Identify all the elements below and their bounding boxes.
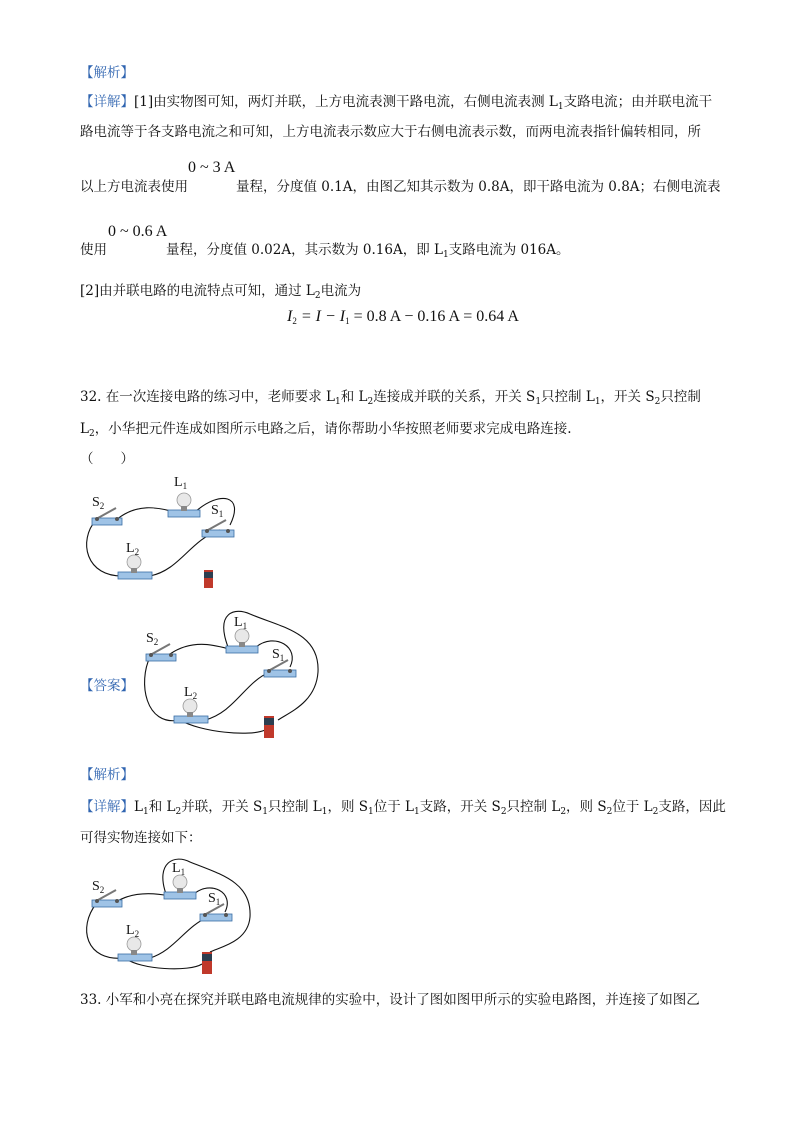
bulb-l2 (174, 699, 208, 723)
subscript: 1 (442, 250, 449, 260)
text: 和 L (148, 799, 176, 815)
text: L (134, 799, 143, 815)
subscript: 1 (321, 807, 328, 817)
q32-line-1 (80, 387, 701, 412)
subscript: 2 (652, 807, 659, 817)
subscript: 1 (535, 397, 542, 407)
subscript: 2 (606, 807, 613, 817)
battery (202, 952, 212, 974)
subscript: 2 (314, 291, 321, 301)
eq-lhs: I (287, 308, 293, 325)
label-s1: $S_1$ (211, 503, 224, 519)
current-equation (287, 308, 519, 326)
label-s2: $S_2$ (146, 631, 159, 647)
subscript: 2 (654, 397, 661, 407)
subscript: 1 (142, 807, 149, 817)
text: 和 L (340, 389, 368, 405)
detail-line-1 (80, 92, 712, 117)
text: ，开关 S (600, 389, 655, 405)
analysis-tag-2: 【解析】 (80, 767, 134, 783)
text: 量程，分度值 0.02A，其示数为 0.16A，即 L (166, 242, 443, 258)
eq-lhs-sub: 2 (292, 316, 297, 326)
label-l1: $L_1$ (172, 861, 186, 877)
subscript: 1 (335, 397, 341, 407)
switch-s2 (92, 508, 122, 525)
detail2-line-2: 可得实物连接如下： (80, 830, 202, 846)
q32-line-2 (80, 419, 572, 444)
text: 只控制 (660, 389, 701, 405)
text: 只控制 L (541, 389, 595, 405)
bulb-l1 (168, 493, 200, 517)
text: 支路电流；由并联电流干 (563, 94, 713, 110)
text: 连接成并联的关系，开关 S (373, 389, 536, 405)
q33-line-1: 33. 小军和小亮在探究并联电路电流规律的实验中，设计了图如图甲所示的实验电路图，并连接了如图乙 (80, 992, 700, 1008)
label-s1: $S_1$ (208, 891, 221, 907)
text: ，则 S (327, 799, 369, 815)
text: 只控制 L (267, 799, 322, 815)
text: 并联，开关 S (181, 799, 263, 815)
eq-mid-sub: 1 (345, 316, 350, 326)
range-math-1: 0 ~ 3 A (188, 159, 236, 176)
detail-line-2: 路电流等于各支路电流之和可知，上方电流表示数应大于右侧电流表示数，而两电流表指针偏转相同，所 (80, 124, 701, 140)
detail-tag-2: 【详解】 (80, 799, 134, 815)
answer-tag: 【答案】 (80, 678, 134, 694)
q32-blank: （ ） (80, 451, 134, 467)
text: ，则 S (566, 799, 607, 815)
text: [2]由并联电路的电流特点可知，通过 L (80, 283, 315, 299)
detail-line-4b (166, 240, 570, 265)
label-s2: $S_2$ (92, 879, 105, 895)
detail2-line-1 (80, 797, 726, 822)
text: L (80, 421, 89, 437)
subscript: 2 (367, 397, 374, 407)
detail-line-3 (80, 177, 188, 197)
switch-s1 (202, 520, 234, 537)
bulb-l2 (118, 937, 152, 961)
detail-line-3b: 量程，分度值 0.1A，由图乙知其示数为 0.8A，即干路电流为 0.8A；右侧电流表 (236, 179, 721, 195)
range-math-2: 0 ~ 0.6 A (108, 223, 168, 240)
subscript: 2 (500, 807, 507, 817)
subscript: 1 (594, 397, 601, 407)
subscript: 1 (557, 102, 564, 112)
subscript: 2 (88, 429, 95, 439)
eq-rhs: = 0.8 A − 0.16 A = 0.64 A (349, 308, 519, 325)
battery (264, 716, 274, 738)
battery (204, 570, 213, 588)
text: 位于 L (612, 799, 653, 815)
label-l2: $L_2$ (126, 541, 140, 557)
detail-line-4: 使用 (80, 242, 107, 258)
text: 位于 L (373, 799, 415, 815)
text: 支路电流为 016A。 (448, 242, 570, 258)
subscript: 2 (175, 807, 182, 817)
subscript: 1 (262, 807, 268, 817)
bulb-l2 (118, 555, 152, 579)
analysis-tag: 【解析】 (80, 65, 134, 81)
bulb-l1 (226, 629, 258, 653)
text: 只控制 L (506, 799, 561, 815)
label-l2: $L_2$ (126, 923, 140, 939)
bulb-l1 (164, 875, 196, 899)
label-s2: $S_2$ (92, 495, 105, 511)
detail-line-5 (80, 281, 361, 306)
text: ，小华把元件连成如图所示电路之后，请你帮助小华按照老师要求完成电路连接. (94, 421, 572, 437)
subscript: 2 (560, 807, 567, 817)
eq-mid: = I − I (296, 308, 346, 325)
text: [1]由实物图可知，两灯并联，上方电流表测干路电流，右侧电流表测 L (134, 94, 558, 110)
subscript: 1 (414, 807, 420, 817)
circuit-figure-answer (140, 602, 325, 742)
text: 支路，开关 S (419, 799, 501, 815)
label-l2: $L_2$ (184, 685, 198, 701)
label-s1: $S_1$ (272, 647, 285, 663)
label-l1: $L_1$ (234, 615, 248, 631)
circuit-figure-question (80, 470, 250, 595)
detail-tag: 【详解】 (80, 94, 134, 110)
text: 32. 在一次连接电路的练习中，老师要求 L (80, 389, 336, 405)
subscript: 1 (368, 807, 374, 817)
text: 电流为 (320, 283, 362, 299)
text: 支路，因此 (658, 799, 726, 815)
label-l1: $L_1$ (174, 475, 188, 491)
circuit-figure-solution (80, 852, 255, 977)
text: 以上方电流表使用 (80, 179, 188, 195)
